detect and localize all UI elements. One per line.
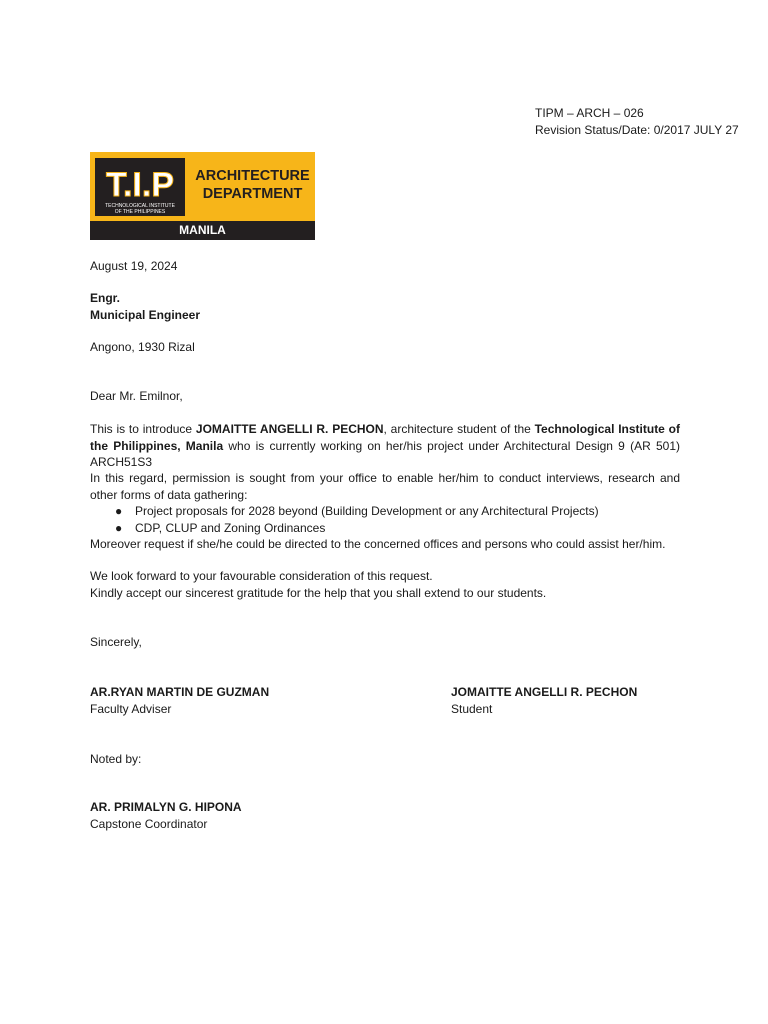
request-list bbox=[90, 503, 680, 536]
logo-subtitle-1: TECHNOLOGICAL INSTITUTE bbox=[105, 203, 175, 209]
document-code bbox=[535, 105, 739, 138]
bullet-icon: ● bbox=[115, 504, 123, 518]
student-role: Student bbox=[451, 701, 493, 716]
form-code: TIPM – ARCH – 026 bbox=[535, 106, 644, 120]
bullet-icon: ● bbox=[115, 520, 123, 535]
student-name-inline: JOMAITTE ANGELLI R. PECHON bbox=[195, 422, 384, 436]
recipient-position: Municipal Engineer bbox=[90, 307, 201, 322]
department-line-2: DEPARTMENT bbox=[202, 186, 303, 202]
closing-line-2: Kindly accept our sincerest gratitude for the help that you shall extend to our students. bbox=[90, 585, 547, 600]
intro-text-3: who is currently working on her/his project under Architectural Design 9 (AR 501) ARCH51S3 bbox=[90, 438, 681, 469]
intro-paragraph bbox=[90, 421, 680, 471]
coordinator-signature-block bbox=[90, 799, 242, 832]
logo-letters: T.I.P bbox=[105, 166, 175, 204]
logo-subtitle-2: OF THE PHILIPPINES bbox=[114, 209, 166, 215]
department-line-1: ARCHITECTURE bbox=[195, 168, 310, 184]
noted-by: Noted by: bbox=[90, 752, 142, 766]
letter-date: August 19, 2024 bbox=[90, 259, 178, 273]
school-name-inline: Technological Institute of the Philippines, Manila bbox=[90, 422, 680, 453]
tip-logo-mark bbox=[95, 158, 185, 216]
department-name bbox=[195, 167, 310, 203]
closing-block bbox=[90, 568, 680, 601]
coordinator-role: Capstone Coordinator bbox=[90, 816, 208, 831]
adviser-role: Faculty Adviser bbox=[90, 701, 172, 716]
intro-text-1: This is to introduce bbox=[90, 422, 196, 436]
request-block bbox=[90, 470, 680, 553]
department-logo bbox=[90, 152, 315, 240]
adviser-signature-block bbox=[90, 684, 269, 717]
salutation: Dear Mr. Emilnor, bbox=[90, 389, 183, 403]
campus-bar: MANILA bbox=[90, 221, 315, 240]
student-name: JOMAITTE ANGELLI R. PECHON bbox=[451, 685, 638, 699]
student-signature-block bbox=[451, 684, 637, 717]
list-item-text: Project proposals for 2028 beyond (Building Development or any Architectural Projects) bbox=[135, 504, 599, 518]
sincerely: Sincerely, bbox=[90, 635, 142, 649]
list-item bbox=[90, 503, 680, 520]
recipient-block bbox=[90, 290, 680, 323]
moreover-paragraph: Moreover request if she/he could be directed to the concerned offices and persons who could assist her/him. bbox=[90, 537, 666, 551]
coordinator-name: AR. PRIMALYN G. HIPONA bbox=[90, 800, 242, 814]
adviser-name: AR.RYAN MARTIN DE GUZMAN bbox=[90, 685, 270, 699]
request-paragraph: In this regard, permission is sought from your office to enable her/him to conduct interviews, research and other forms of data gathering: bbox=[90, 471, 680, 502]
closing-line-1: We look forward to your favourable consideration of this request. bbox=[90, 569, 433, 583]
recipient-title: Engr. bbox=[90, 291, 121, 305]
list-item bbox=[90, 520, 680, 537]
list-item-text: CDP, CLUP and Zoning Ordinances bbox=[135, 520, 326, 535]
recipient-address: Angono, 1930 Rizal bbox=[90, 340, 195, 354]
intro-text-2: , architecture student of the bbox=[383, 422, 535, 436]
revision-status: Revision Status/Date: 0/2017 JULY 27 bbox=[535, 122, 739, 137]
